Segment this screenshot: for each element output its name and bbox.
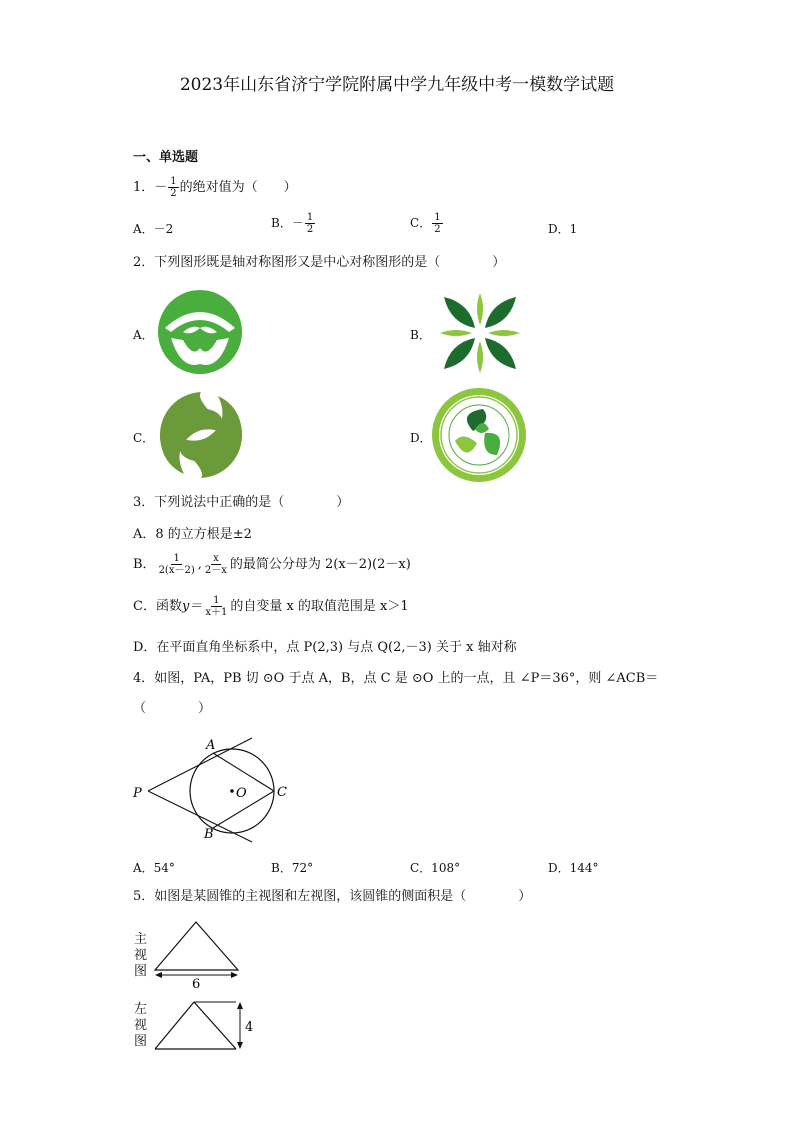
- q4-option-a[interactable]: A．54°: [133, 861, 175, 875]
- logo-b-image[interactable]: [432, 285, 528, 381]
- q3-c-tail: 的自变量 x 的取值范围是 x＞1: [230, 599, 409, 614]
- q3-option-b-label: B．: [133, 557, 156, 572]
- q1-option-a-text: －2: [153, 222, 174, 236]
- q3-b-frac-1-num: 1: [173, 553, 180, 564]
- front-view-label-2: 视: [134, 948, 148, 963]
- q1-option-c[interactable]: [410, 212, 444, 235]
- q3-option-b[interactable]: [133, 553, 411, 576]
- q1-fraction: [168, 176, 178, 199]
- side-view-diagram: [150, 994, 260, 1056]
- front-view-diagram: [150, 918, 250, 992]
- q2-option-a-label: A．: [133, 328, 154, 342]
- q1-option-d-label: D．: [548, 222, 570, 236]
- side-left-edge: [155, 1002, 194, 1049]
- q4-option-b[interactable]: B．72°: [271, 861, 314, 875]
- q1-option-a[interactable]: [133, 220, 173, 237]
- q1-option-b-frac: [305, 212, 315, 235]
- q1-option-d[interactable]: [548, 220, 577, 237]
- q4-option-d[interactable]: D．144°: [548, 861, 599, 875]
- side-view-label-2: 视: [134, 1018, 148, 1033]
- q1-option-c-num: 1: [434, 212, 441, 223]
- side-view-label-1: 左: [134, 1002, 148, 1017]
- q3-b-tail: 的最简公分母为 2(x－2)(2－x): [229, 557, 411, 572]
- tangent-pa: [148, 738, 252, 791]
- tangent-circle-diagram: [128, 730, 308, 846]
- label-p: P: [133, 786, 142, 801]
- question-4: 4．如图，PA，PB 切 ⊙O 于点 A，B，点 C 是 ⊙O 上的一点，且 ∠P＝36°，则 ∠ACB＝: [133, 671, 659, 686]
- side-view-label: [134, 1002, 148, 1050]
- arrow-up-head: [237, 1002, 243, 1009]
- height-label: 4: [245, 1020, 254, 1035]
- question-3: 3．下列说法中正确的是（ ）: [133, 495, 350, 510]
- label-c: C: [277, 785, 287, 800]
- q3-b-comma: ,: [197, 557, 202, 572]
- page-title: 2023年山东省济宁学院附属中学九年级中考一模数学试题: [179, 75, 615, 95]
- base-width-label: 6: [192, 977, 201, 992]
- q3-b-frac-1-den: 2(x－2): [158, 565, 195, 576]
- q3-c-frac-num: 1: [213, 595, 220, 606]
- q3-c-y: y＝: [181, 599, 203, 614]
- label-o: O: [236, 786, 247, 801]
- front-view-label: [134, 932, 148, 980]
- q3-option-c-label: C．函数: [133, 599, 182, 614]
- arrow-right-head: [231, 972, 238, 978]
- q1-option-c-frac: [432, 212, 442, 235]
- question-2: 2．下列图形既是轴对称图形又是中心对称图形的是（ ）: [133, 255, 506, 270]
- arrow-left-head: [155, 972, 162, 978]
- q3-b-frac-2: [203, 553, 229, 576]
- center-point: [230, 789, 234, 793]
- q1-option-c-label: C．: [410, 216, 432, 230]
- question-1: [133, 176, 297, 199]
- side-view-label-3: 图: [134, 1034, 148, 1049]
- q3-option-a[interactable]: A．8 的立方根是±2: [133, 527, 252, 542]
- question-5: 5．如图是某圆锥的主视图和左视图，该圆锥的侧面积是（ ）: [133, 889, 532, 904]
- side-right-edge: [194, 1002, 236, 1049]
- q1-suffix: 的绝对值为（ ）: [179, 180, 297, 195]
- q1-prefix: 1．－: [133, 180, 168, 195]
- arrow-down-head: [237, 1042, 243, 1049]
- q3-b-frac-2-den: 2－x: [204, 565, 227, 576]
- q3-c-frac-den: x＋1: [205, 607, 228, 618]
- q1-option-b-den: 2: [306, 224, 314, 235]
- front-view-triangle: [155, 922, 238, 970]
- q2-option-c-label: C．: [133, 431, 155, 445]
- q1-option-b-num: 1: [306, 212, 314, 223]
- logo-d-image[interactable]: [430, 386, 528, 484]
- q2-option-b-label: B．: [410, 328, 431, 342]
- front-view-label-3: 图: [134, 964, 148, 979]
- q4-option-c[interactable]: C．108°: [410, 861, 461, 875]
- label-b: B: [204, 827, 214, 842]
- q3-b-frac-1: [157, 553, 197, 576]
- q3-b-frac-2-num: x: [213, 553, 219, 564]
- front-view-label-1: 主: [134, 932, 148, 947]
- q1-option-c-den: 2: [434, 224, 441, 235]
- section-heading: 一、单选题: [133, 150, 199, 165]
- logo-c-image[interactable]: [156, 390, 246, 480]
- q1-option-a-label: A．: [133, 222, 154, 236]
- q2-option-d-label: D．: [410, 431, 432, 445]
- label-a: A: [206, 738, 216, 753]
- q1-option-d-text: 1: [569, 222, 578, 236]
- q3-option-d[interactable]: D．在平面直角坐标系中，点 P(2,3) 与点 Q(2,－3) 关于 x 轴对称: [133, 640, 517, 655]
- q3-c-frac: [203, 595, 229, 618]
- question-4-paren: （ ）: [133, 701, 212, 716]
- q1-frac-den: 2: [170, 188, 177, 199]
- q1-option-b[interactable]: [271, 212, 316, 235]
- q1-frac-num: 1: [170, 176, 177, 187]
- logo-a-image[interactable]: [153, 288, 247, 376]
- q3-option-c[interactable]: [133, 595, 409, 618]
- q1-option-b-label: B．－: [271, 216, 304, 230]
